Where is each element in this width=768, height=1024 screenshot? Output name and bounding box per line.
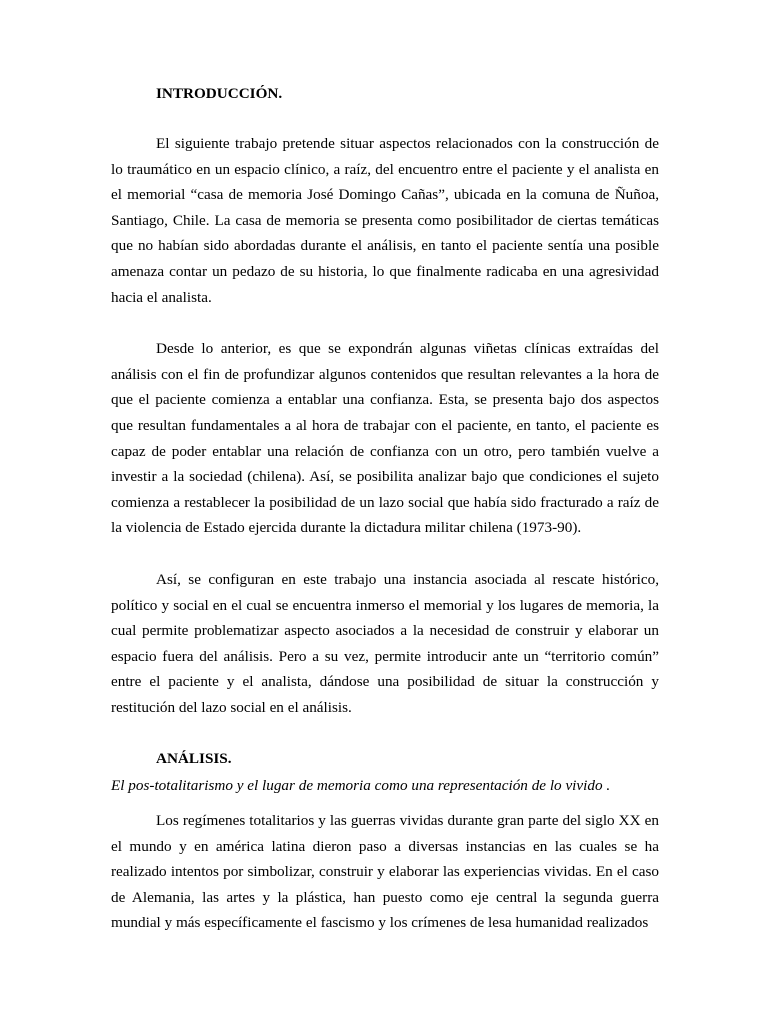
intro-heading: INTRODUCCIÓN.	[156, 85, 283, 102]
spacer	[111, 108, 659, 131]
spacer	[111, 310, 659, 336]
analysis-paragraph-1: Los regímenes totalitarios y las guerras vividas durante gran parte del siglo XX en el mundo y en américa latina dieron paso a diversas instancias en las cuales se ha realizado intentos por simbolizar, construir y elaborar las experiencias vividas. En el caso de Alemania, las artes y la plástica, han puesto como eje central la segunda guerra mundial y más específicamente el fascismo y los crímenes de lesa humanidad realizados	[111, 812, 659, 932]
document-page	[111, 80, 659, 936]
intro-paragraph-2: Desde lo anterior, es que se expondrán algunas viñetas clínicas extraídas del análisis con el fin de profundizar algunos contenidos que resultan relevantes a la hora de que el paciente comienza a entablar una confianza. Esta, se presenta bajo dos aspectos que resultan fundamentales a al hora de trabajar con el paciente, en tanto, el paciente es capaz de poder entablar una relación de confianza con un otro, pero también vuelve a investir a la sociedad (chilena). Así, se posibilita analizar bajo que condiciones el sujeto comienza a restablecer la posibilidad de un lazo social que había sido fracturado a raíz de la violencia de Estado ejercida durante la dictadura militar chilena (1973-90).	[111, 340, 659, 537]
intro-paragraph-3: Así, se configuran en este trabajo una instancia asociada al rescate histórico, político y social en el cual se encuentra inmerso el memorial y los lugares de memoria, la cual permite problematizar aspecto asociados a la necesidad de construir y elaborar un espacio fuera del análisis. Pero a su vez, permite introducir ante un “territorio común” entre el paciente y el analista, dándose una posibilidad de situar la construcción y restitución del lazo social en el análisis.	[111, 570, 659, 716]
analysis-heading: ANÁLISIS.	[156, 750, 232, 768]
intro-paragraph-1: El siguiente trabajo pretende situar aspectos relacionados con la construcción de lo traumático en un espacio clínico, a raíz, del encuentro entre el paciente y el analista en el memorial “casa de memoria José Domingo Cañas”, ubicada en la comuna de Ñuñoa, Santiago, Chile. La casa de memoria se presenta como posibilitador de ciertas temáticas que no habían sido abordadas durante el análisis, en tanto el paciente sentía una posible amenaza contar un pedazo de su historia, lo que finalmente radicaba en una agresividad hacia el analista.	[111, 135, 659, 306]
analysis-subtitle: El pos-totalitarismo y el lugar de memoria como una representación de lo vivido .	[111, 777, 611, 795]
spacer	[111, 799, 659, 808]
spacer	[111, 541, 659, 567]
spacer	[111, 720, 659, 745]
